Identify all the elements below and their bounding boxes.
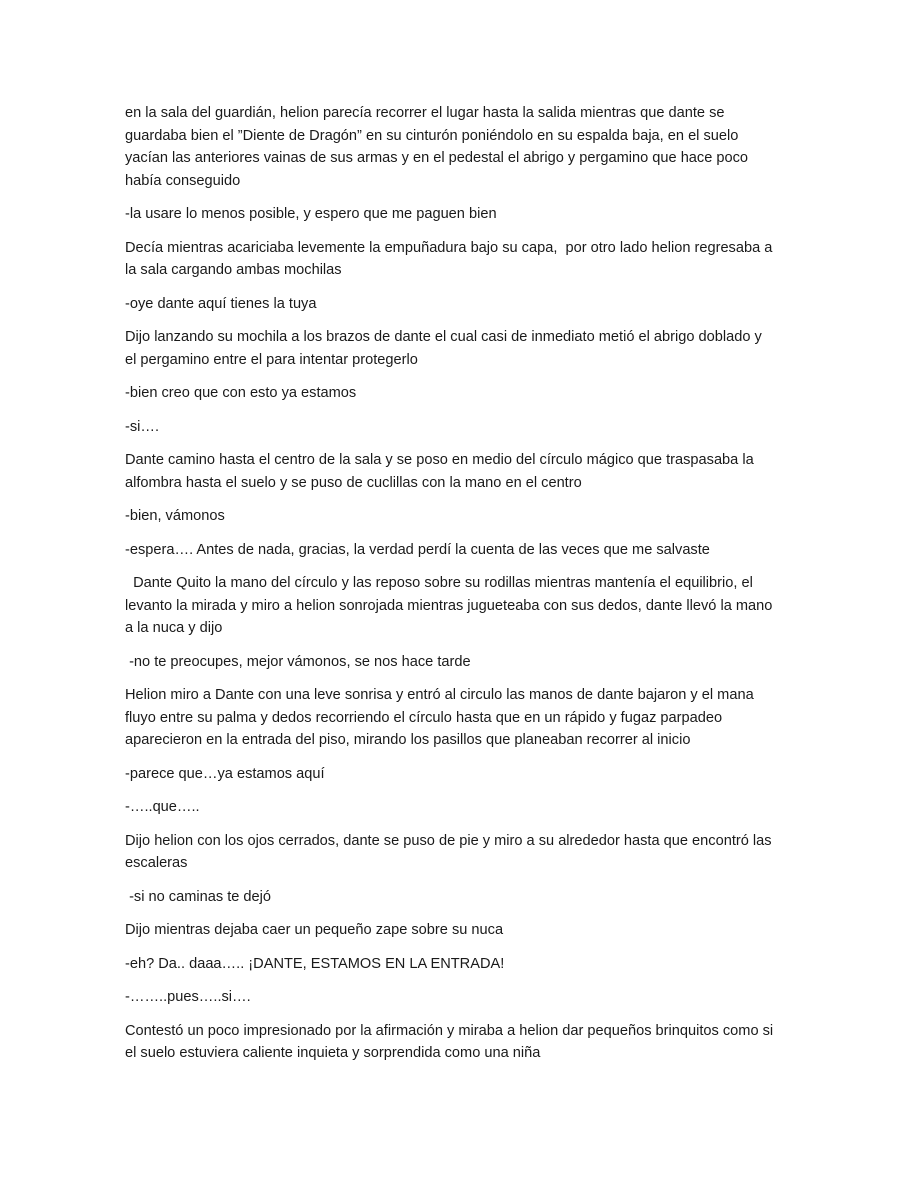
- paragraph: -…..que…..: [125, 799, 200, 815]
- paragraph: Dante Quito la mano del círculo y las reposo sobre su rodillas mientras mantenía el equilibrio, el levanto la mirada y miro a helion sonrojada mientras jugueteaba con sus dedos, dante llevó la mano a la nuca y dijo: [125, 575, 777, 636]
- paragraph: -la usare lo menos posible, y espero que me paguen bien: [125, 206, 497, 222]
- paragraph: Dijo helion con los ojos cerrados, dante se puso de pie y miro a su alrededor hasta que encontró las escaleras: [125, 832, 776, 871]
- paragraph: -oye dante aquí tienes la tuya: [125, 295, 317, 312]
- document-body: [125, 102, 778, 1076]
- paragraph: -no te preocupes, mejor vámonos, se nos hace tarde: [125, 653, 471, 670]
- paragraph: -bien creo que con esto ya estamos: [125, 385, 357, 401]
- paragraph: Helion miro a Dante con una leve sonrisa y entró al circulo las manos de dante bajaron y el mana fluyo entre su palma y dedos recorriendo el círculo hasta que en un rápido y fugaz parpadeo aparecieron en la entrada del piso, mirando los pasillos que planeaban recorrer al inicio: [125, 687, 758, 748]
- paragraph: Decía mientras acariciaba levemente la empuñadura bajo su capa, por otro lado helion regresaba a la sala cargando ambas mochilas: [125, 239, 777, 278]
- paragraph: -eh? Da.. daaa….. ¡DANTE, ESTAMOS EN LA ENTRADA!: [125, 955, 505, 972]
- paragraph: en la sala del guardián, helion parecía recorrer el lugar hasta la salida mientras que dante se guardaba bien el ”Diente de Dragón” en su cinturón poniéndolo en su espalda baja, en el suelo yacían las anteriores vainas de sus armas y en el pedestal el abrigo y pergamino que hace poco había conseguido: [125, 105, 753, 189]
- paragraph: -espera…. Antes de nada, gracias, la verdad perdí la cuenta de las veces que me salvaste: [125, 541, 710, 558]
- paragraph: Dijo lanzando su mochila a los brazos de dante el cual casi de inmediato metió el abrigo doblado y el pergamino entre el para intentar protegerlo: [125, 329, 766, 368]
- paragraph: -……..pues…..si….: [125, 989, 251, 1005]
- paragraph: Contestó un poco impresionado por la afirmación y miraba a helion dar pequeños brinquitos como si el suelo estuviera caliente inquieta y sorprendida como una niña: [125, 1022, 778, 1061]
- paragraph: -bien, vámonos: [125, 508, 225, 524]
- paragraph: -si….: [125, 418, 160, 435]
- paragraph: Dante camino hasta el centro de la sala y se poso en medio del círculo mágico que traspasaba la alfombra hasta el suelo y se puso de cuclillas con la mano en el centro: [125, 452, 758, 491]
- paragraph: -parece que…ya estamos aquí: [125, 765, 325, 782]
- paragraph: Dijo mientras dejaba caer un pequeño zape sobre su nuca: [125, 922, 504, 938]
- paragraph: -si no caminas te dejó: [125, 888, 272, 905]
